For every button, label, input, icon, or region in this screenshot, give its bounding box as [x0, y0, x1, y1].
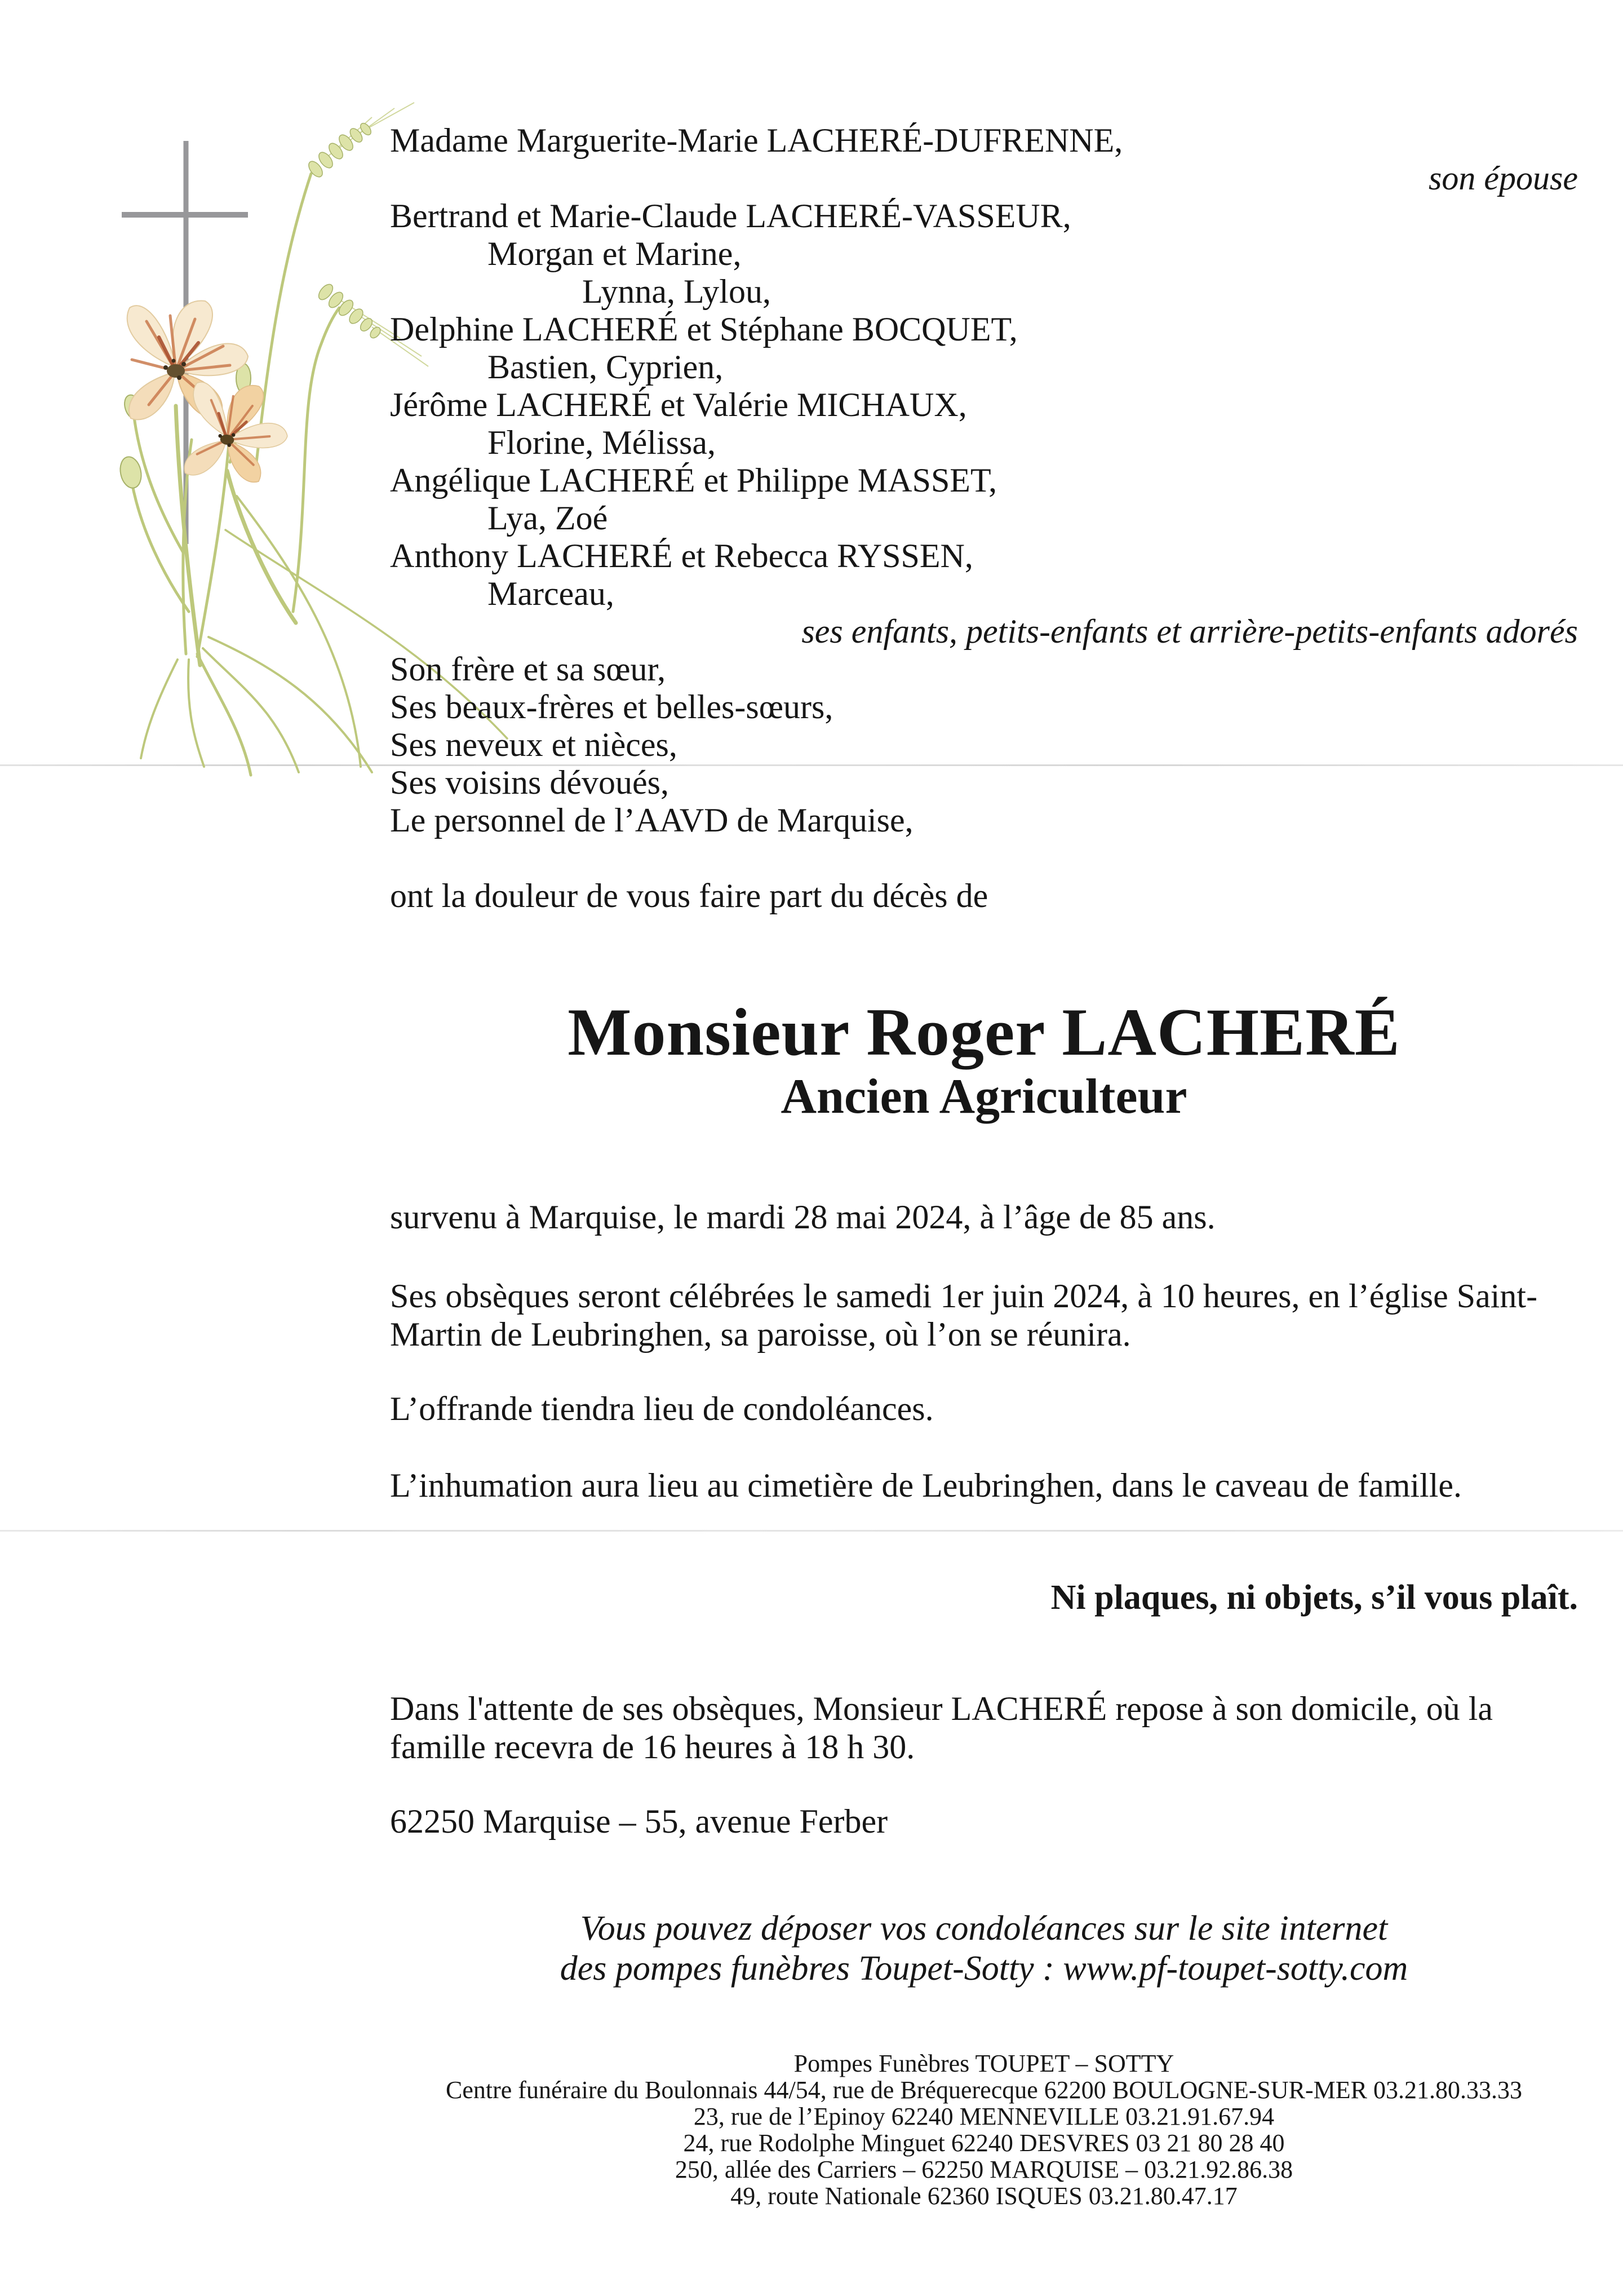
repose-line1: Dans l'attente de ses obsèques, Monsieur LACHERÉ repose à son domicile, où la — [390, 1690, 1493, 1727]
offering-note: L’offrande tiendra lieu de condoléances. — [390, 1390, 934, 1427]
poppy-flower-icon — [127, 301, 248, 420]
family-line: Bertrand et Marie-Claude LACHERÉ-VASSEUR, — [390, 197, 1071, 235]
family-line-wife: Madame Marguerite-Marie LACHERÉ-DUFRENNE, — [390, 122, 1123, 159]
funeral-home-location: Centre funéraire du Boulonnais 44/54, rue de Bréquerecque 62200 BOULOGNE-SUR-MER 03.21.80.33.33 — [446, 2076, 1522, 2104]
deceased-name: Monsieur Roger LACHERÉ — [567, 994, 1400, 1069]
deceased-subtitle: Ancien Agriculteur — [781, 1069, 1187, 1124]
family-line: Bastien, Cyprien, — [487, 348, 724, 386]
family-line: Lynna, Lylou, — [582, 273, 771, 310]
poppy-flower-icon — [182, 377, 294, 488]
funeral-home-location: 23, rue de l’Epinoy 62240 MENNEVILLE 03.21.91.67.94 — [693, 2103, 1275, 2130]
family-line: Le personnel de l’AAVD de Marquise, — [390, 802, 914, 839]
home-address: 62250 Marquise – 55, avenue Ferber — [390, 1803, 888, 1840]
scan-artifact-line — [0, 1530, 1623, 1532]
burial-details: L’inhumation aura lieu au cimetière de Leubringhen, dans le caveau de famille. — [390, 1467, 1462, 1504]
funeral-details-line2: Martin de Leubringhen, sa paroisse, où l’on se réunira. — [390, 1316, 1131, 1353]
announcement-intro: ont la douleur de vous faire part du décès de — [390, 877, 988, 914]
repose-line2: famille recevra de 16 heures à 18 h 30. — [390, 1728, 915, 1766]
family-line: Florine, Mélissa, — [487, 424, 716, 461]
funeral-home-location: 250, allée des Carriers – 62250 MARQUISE – 03.21.92.86.38 — [675, 2156, 1293, 2183]
relation-label-descendants: ses enfants, petits-enfants et arrière-petits-enfants adorés — [801, 613, 1578, 650]
funeral-home-location: 24, rue Rodolphe Minguet 62240 DESVRES 03 21 80 28 40 — [683, 2129, 1285, 2157]
family-line: Anthony LACHERÉ et Rebecca RYSSEN, — [390, 537, 973, 574]
funeral-home-name: Pompes Funèbres TOUPET – SOTTY — [793, 2050, 1174, 2077]
funeral-home-location: 49, route Nationale 62360 ISQUES 03.21.80.47.17 — [730, 2182, 1238, 2210]
death-details: survenu à Marquise, le mardi 28 mai 2024, à l’âge de 85 ans. — [390, 1198, 1216, 1236]
family-line: Son frère et sa sœur, — [390, 651, 666, 688]
funeral-details-line1: Ses obsèques seront célébrées le samedi 1er juin 2024, à 10 heures, en l’église Saint- — [390, 1277, 1538, 1315]
family-line: Jérôme LACHERÉ et Valérie MICHAUX, — [390, 386, 967, 423]
family-line: Marceau, — [487, 575, 614, 612]
condolences-line2: des pompes funèbres Toupet-Sotty : www.pf-toupet-sotty.com — [560, 1949, 1408, 1988]
family-line: Ses beaux-frères et belles-sœurs, — [390, 688, 833, 725]
condolences-line1: Vous pouvez déposer vos condoléances sur le site internet — [580, 1909, 1388, 1948]
family-line: Angélique LACHERÉ et Philippe MASSET, — [390, 462, 997, 499]
no-plaques-note: Ni plaques, ni objets, s’il vous plaît. — [1050, 1578, 1578, 1617]
family-line: Lya, Zoé — [487, 499, 608, 537]
family-line: Delphine LACHERÉ et Stéphane BOCQUET, — [390, 311, 1018, 348]
family-line: Morgan et Marine, — [487, 235, 742, 272]
relation-label-epouse: son épouse — [1429, 160, 1578, 197]
family-line: Ses voisins dévoués, — [390, 764, 669, 801]
family-line: Ses neveux et nièces, — [390, 726, 677, 763]
